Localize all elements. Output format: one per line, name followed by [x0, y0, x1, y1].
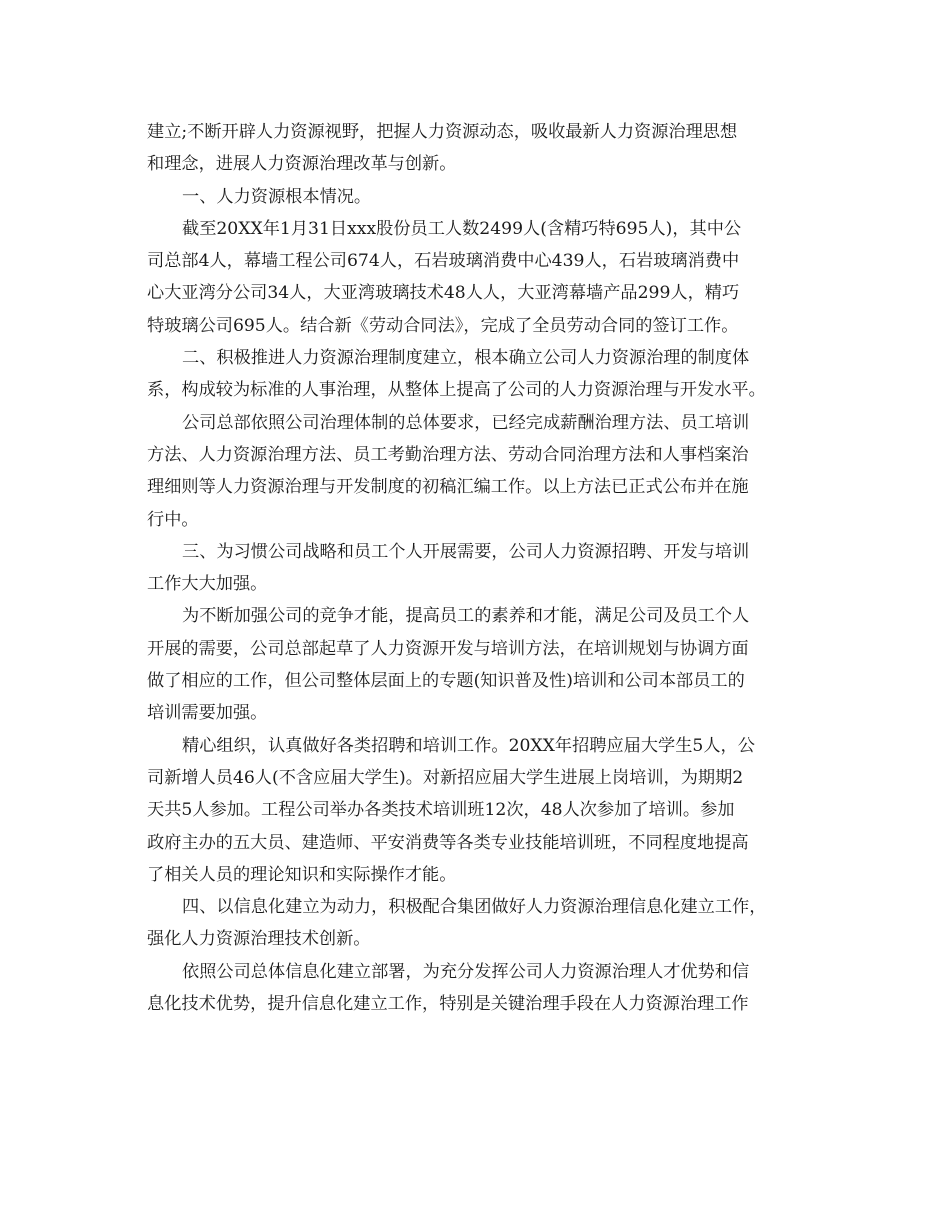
document-body	[147, 116, 812, 1020]
text-line: 了相关人员的理论知识和实际操作才能。	[147, 864, 457, 885]
text-line: 特玻璃公司695人。结合新《劳动合同法》，完成了全员劳动合同的签订工作。	[147, 315, 739, 336]
text-line: 方法、人力资源治理方法、员工考勤治理方法、劳动合同治理方法和人事档案治	[147, 444, 749, 465]
text-line: 息化技术优势，提升信息化建立工作，特别是关键治理手段在人力资源治理工作	[147, 994, 749, 1015]
text-line: 天共5人参加。工程公司举办各类技术培训班12次，48人次参加了培训。参加	[147, 800, 735, 821]
text-line: 截至20XX年1月31日xxx股份员工人数2499人(含精巧特695人)，其中公	[182, 218, 742, 239]
text-line: 和理念，进展人力资源治理改革与创新。	[147, 154, 457, 175]
text-line: 司总部4人，幕墙工程公司674人，石岩玻璃消费中心439人，石岩玻璃消费中	[147, 251, 740, 272]
text-line: 依照公司总体信息化建立部署，为充分发挥公司人力资源治理人才优势和信	[182, 961, 750, 982]
text-line: 为不断加强公司的竞争才能，提高员工的素养和才能，满足公司及员工个人	[182, 606, 750, 627]
text-line: 一、人力资源根本情况。	[182, 186, 372, 207]
text-line: 建立;不断开辟人力资源视野，把握人力资源动态，吸收最新人力资源治理思想	[147, 122, 738, 142]
text-line: 二、积极推进人力资源治理制度建立，根本确立公司人力资源治理的制度体	[182, 348, 750, 369]
text-line: 培训需要加强。	[147, 703, 268, 724]
text-line: 精心组织，认真做好各类招聘和培训工作。20XX年招聘应届大学生5人，公	[182, 735, 755, 756]
text-line: 行中。	[147, 509, 199, 530]
text-line: 四、以信息化建立为动力，积极配合集团做好人力资源治理信息化建立工作，	[182, 897, 767, 918]
text-line: 做了相应的工作，但公司整体层面上的专题(知识普及性)培训和公司本部员工的	[147, 671, 745, 692]
text-line: 工作大大加强。	[147, 574, 268, 595]
text-line: 理细则等人力资源治理与开发制度的初稿汇编工作。以上方法已正式公布并在施	[147, 477, 749, 498]
text-line: 开展的需要，公司总部起草了人力资源开发与培训方法，在培训规划与协调方面	[147, 638, 749, 659]
text-line: 强化人力资源治理技术创新。	[147, 929, 371, 950]
text-line: 公司总部依照公司治理体制的总体要求，已经完成薪酬治理方法、员工培训	[182, 412, 750, 433]
text-line: 政府主办的五大员、建造师、平安消费等各类专业技能培训班，不同程度地提高	[147, 832, 749, 853]
text-line: 系，构成较为标准的人事治理，从整体上提高了公司的人力资源治理与开发水平。	[147, 380, 766, 401]
text-line: 心大亚湾分公司34人，大亚湾玻璃技术48人人，大亚湾幕墙产品299人，精巧	[147, 283, 740, 304]
text-line: 三、为习惯公司战略和员工个人开展需要，公司人力资源招聘、开发与培训	[182, 541, 750, 562]
text-line: 司新增人员46人(不含应届大学生)。对新招应届大学生进展上岗培训，为期期2	[147, 767, 744, 788]
